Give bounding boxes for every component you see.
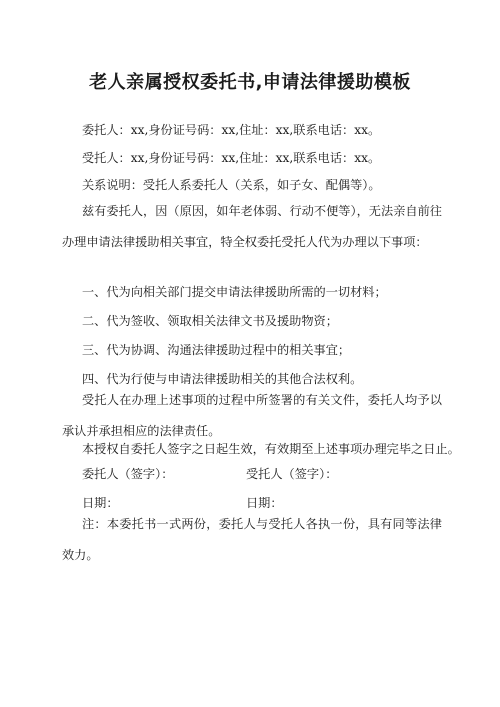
principal-signature-label: 委托人（签字）： [82, 467, 174, 481]
authorization-intro: 兹有委托人，因（原因，如年老体弱、行动不便等），无法亲自前往办理申请法律援助相关事宜，特全权委托受托人代为办理以下事项： [62, 204, 442, 249]
document-title: 老人亲属授权委托书,申请法律援助模板 [89, 72, 411, 93]
authorization-item-4: 四、代为行使与申请法律援助相关的其他合法权利。 [82, 372, 363, 386]
agent-signature-label: 受托人（签字）： [246, 467, 338, 481]
principal-date-label: 日期： [82, 496, 119, 510]
authorization-item-3: 三、代为协调、沟通法律援助过程中的相关事宜； [82, 343, 351, 357]
agent-date-label: 日期： [246, 496, 283, 510]
authorization-item-1: 一、代为向相关部门提交申请法律援助所需的一切材料； [82, 285, 387, 299]
responsibility-clause: 受托人在办理上述事项的过程中所签署的有关文件，委托人均予以承认并承担相应的法律责任。 [62, 393, 442, 438]
closing-note: 注：本委托书一式两份，委托人与受托人各执一份，具有同等法律效力。 [62, 517, 442, 562]
principal-info: 委托人：xx,身份证号码：xx,住址：xx,联系电话：xx。 [82, 123, 381, 137]
relationship-info: 关系说明：受托人系委托人（关系，如子女、配偶等）。 [82, 178, 381, 192]
validity-clause: 本授权自委托人签字之日起生效，有效期至上述事项办理完毕之日止。 [82, 442, 460, 456]
agent-info: 受托人：xx,身份证号码：xx,住址：xx,联系电话：xx。 [82, 151, 381, 165]
authorization-item-2: 二、代为签收、领取相关法律文书及援助物资； [82, 314, 338, 328]
